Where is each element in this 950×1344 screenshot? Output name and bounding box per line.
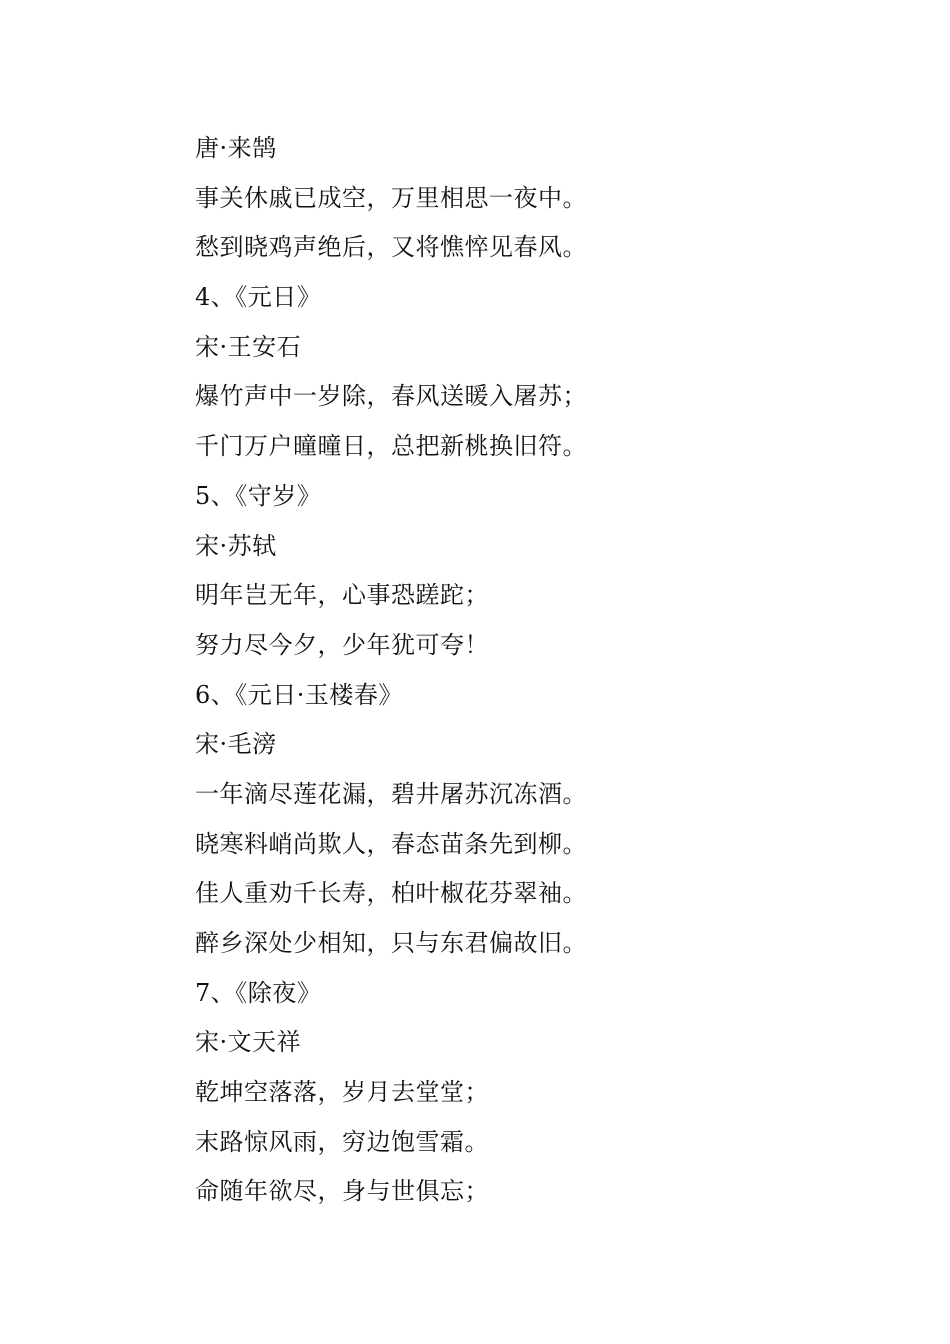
poem-text-block (195, 124, 875, 1217)
author-line: 宋·苏轼 (195, 531, 277, 560)
verse-line: 乾坤空落落，岁月去堂堂； (195, 1078, 489, 1107)
poem-title: 7、《除夜》 (195, 978, 322, 1007)
author-line: 宋·文天祥 (195, 1028, 302, 1057)
verse-line: 愁到晓鸡声绝后，又将憔悴见春风。 (195, 233, 587, 262)
verse-line: 晓寒料峭尚欺人，春态苗条先到柳。 (195, 829, 587, 858)
author-line: 宋·毛滂 (195, 730, 277, 759)
poem-title: 5、《守岁》 (195, 481, 322, 510)
poem-title: 4、《元日》 (195, 283, 322, 312)
verse-line: 佳人重劝千长寿，柏叶椒花芬翠袖。 (195, 879, 587, 908)
author-line: 宋·王安石 (195, 332, 302, 361)
author-line: 唐·来鹄 (195, 134, 277, 162)
verse-line: 一年滴尽莲花漏，碧井屠苏沉冻酒。 (195, 779, 587, 808)
verse-line: 命随年欲尽，身与世俱忘； (195, 1177, 489, 1206)
verse-line: 末路惊风雨，穷边饱雪霜。 (195, 1127, 489, 1156)
verse-line: 明年岂无年，心事恐蹉跎； (195, 581, 489, 610)
verse-line: 千门万户曈曈日，总把新桃换旧符。 (195, 432, 587, 461)
poem-title: 6、《元日·玉楼春》 (195, 680, 403, 709)
verse-line: 醉乡深处少相知，只与东君偏故旧。 (195, 929, 587, 957)
verse-line: 努力尽今夕，少年犹可夸！ (195, 630, 489, 659)
verse-line: 爆竹声中一岁除，春风送暖入屠苏； (195, 382, 587, 411)
verse-line: 事关休戚已成空，万里相思一夜中。 (195, 183, 587, 212)
